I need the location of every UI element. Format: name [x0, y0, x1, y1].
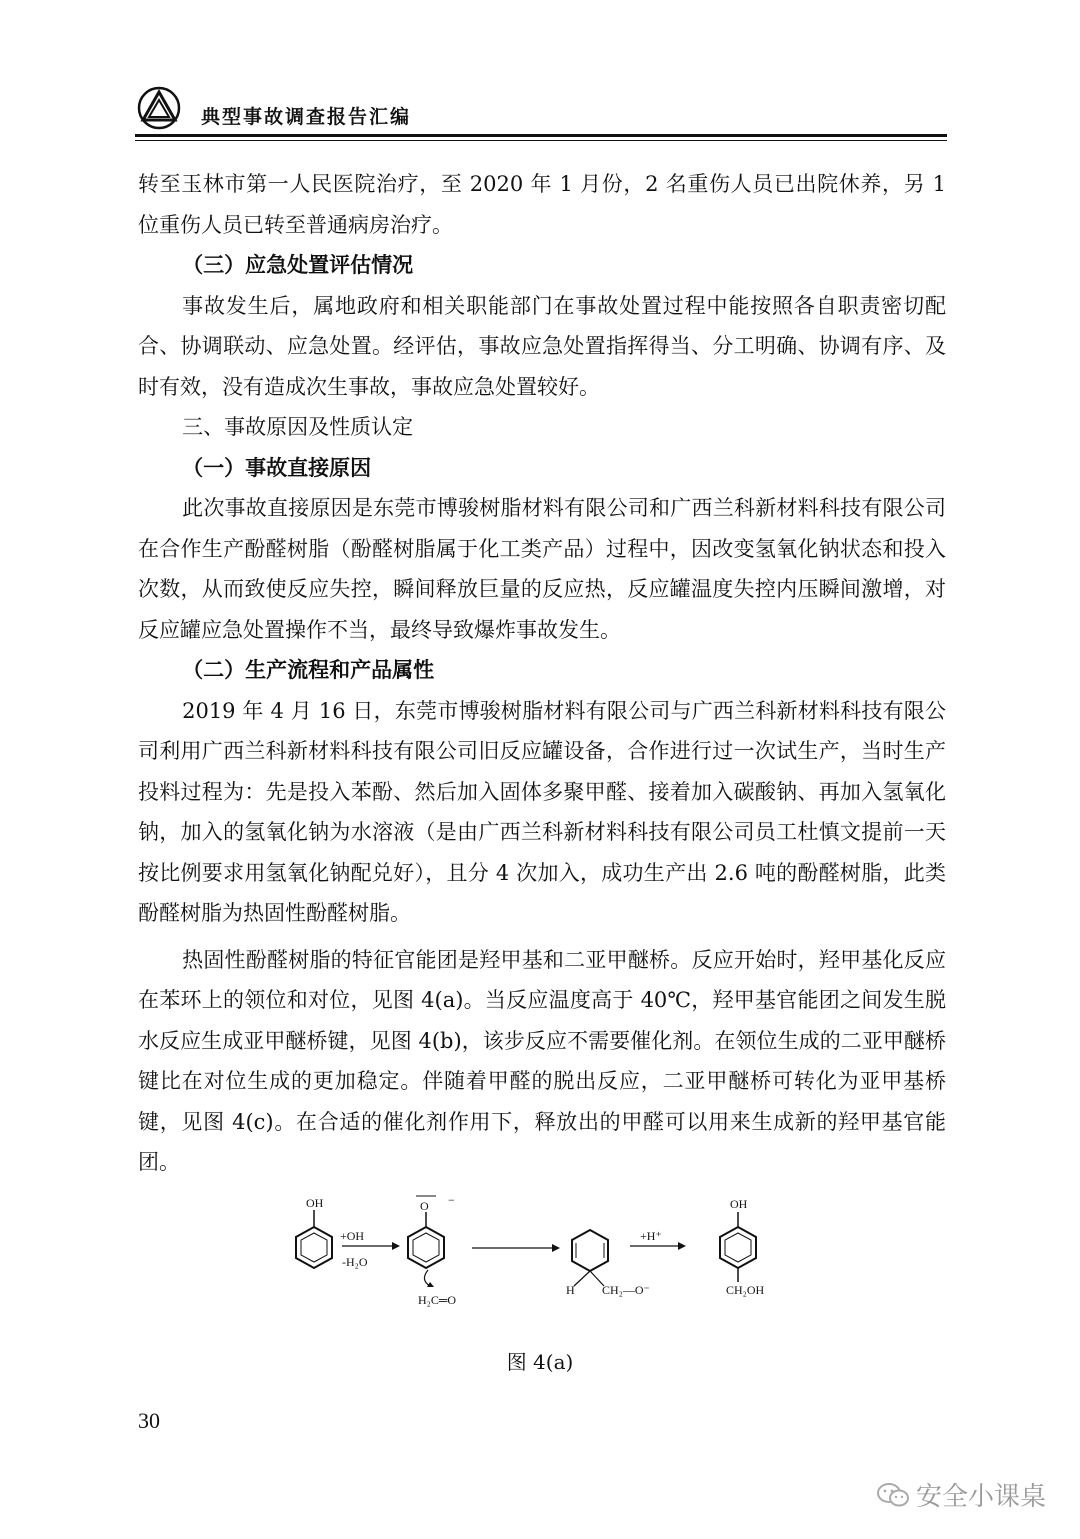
watermark-text: 安全小课桌: [915, 1482, 1046, 1512]
label-ch2oh: CH₂OH: [726, 1283, 765, 1297]
heading-production-process: （二）生产流程和产品属性: [182, 657, 435, 682]
figure-caption: 图 4(a): [506, 1350, 574, 1374]
label-h: H: [566, 1283, 575, 1297]
reaction-diagram: [270, 1190, 790, 1315]
label-oh-1: OH: [306, 1196, 324, 1210]
page-number: 30: [138, 1408, 160, 1433]
header-title: 典型事故调查报告汇编: [201, 106, 412, 128]
heading-emergency-assessment: （三）应急处置评估情况: [182, 252, 414, 277]
label-o-minus: O: [420, 1199, 429, 1213]
header-rule-thin: [135, 140, 947, 141]
label-oh-2: OH: [730, 1197, 748, 1211]
label-plus-oh: +OH: [340, 1229, 365, 1243]
paragraph-3: 此次事故直接原因是东莞市博骏树脂材料有限公司和广西兰科新材料科技有限公司在合作生产酚醛树脂（酚醛树脂属于化工类产品）过程中，因改变氢氧化钠状态和投入次数，从而致使反应失控，瞬间释放巨量的反应热，反应罐温度失控内压瞬间激增，对反应罐应急处置操作不当，最终导致爆炸事故发生。: [138, 496, 946, 642]
body-content: [138, 164, 946, 1183]
label-minus-sign: −: [448, 1193, 455, 1207]
label-plus-h: +H⁺: [640, 1229, 662, 1243]
label-minus-h2o: -H₂O: [342, 1255, 368, 1269]
heading-direct-cause: （一）事故直接原因: [182, 454, 372, 480]
label-h2c-o: H₂C═O: [418, 1293, 457, 1307]
header-rule-thick: [135, 134, 947, 137]
watermark: [876, 1476, 1046, 1513]
page-header: [135, 80, 945, 136]
wechat-icon: [876, 1481, 910, 1509]
logo-triangle-icon: [135, 86, 183, 130]
paragraph-1: 转至玉林市第一人民医院治疗，至 2020 年 1 月份，2 名重伤人员已出院休养，另 1 位重伤人员已转至普通病房治疗。: [138, 172, 946, 237]
paragraph-5: 热固性酚醛树脂的特征官能团是羟甲基和二亚甲醚桥。反应开始时，羟甲基化反应在苯环上的领位和对位，见图 4(a)。当反应温度高于 40℃，羟甲基官能团之间发生脱水反应生成亚甲醚桥键，见图 4(b)，该步反应不需要催化剂。在领位生成的二亚甲醚桥键比在对位生成的更加稳定。伴随着甲醛的脱出反应，二亚甲醚桥可转化为亚甲基桥键，见图 4(c)。在合适的催化剂作用下，释放出的甲醛可以用来生成新的羟甲基官能团。: [138, 947, 946, 1174]
label-ch2-o: CH₂—O⁻: [602, 1283, 650, 1297]
paragraph-4: 2019 年 4 月 16 日，东莞市博骏树脂材料有限公司与广西兰科新材料科技有限公司利用广西兰科新材料科技有限公司旧反应罐设备，合作进行过一次试生产，当时生产投料过程为：先是投入苯酚、然后加入固体多聚甲醛、接着加入碳酸钠、再加入氢氧化钠，加入的氢氧化钠为水溶液（是由广西兰科新材料科技有限公司员工杜慎文提前一天按比例要求用氢氧化钠配兑好），且分 4 次加入，成功生产出 2.6 吨的酚醛树脂，此类酚醛树脂为热固性酚醛树脂。: [138, 698, 946, 925]
cyclohexadienone-ring: [572, 1230, 608, 1271]
section-three-heading: 三、事故原因及性质认定: [182, 415, 414, 439]
paragraph-2: 事故发生后，属地政府和相关职能部门在事故处置过程中能按照各自职责密切配合、协调联动、应急处置。经评估，事故应急处置指挥得当、分工明确、协调有序、及时有效，没有造成次生事故，事故应急处置较好。: [138, 293, 946, 399]
